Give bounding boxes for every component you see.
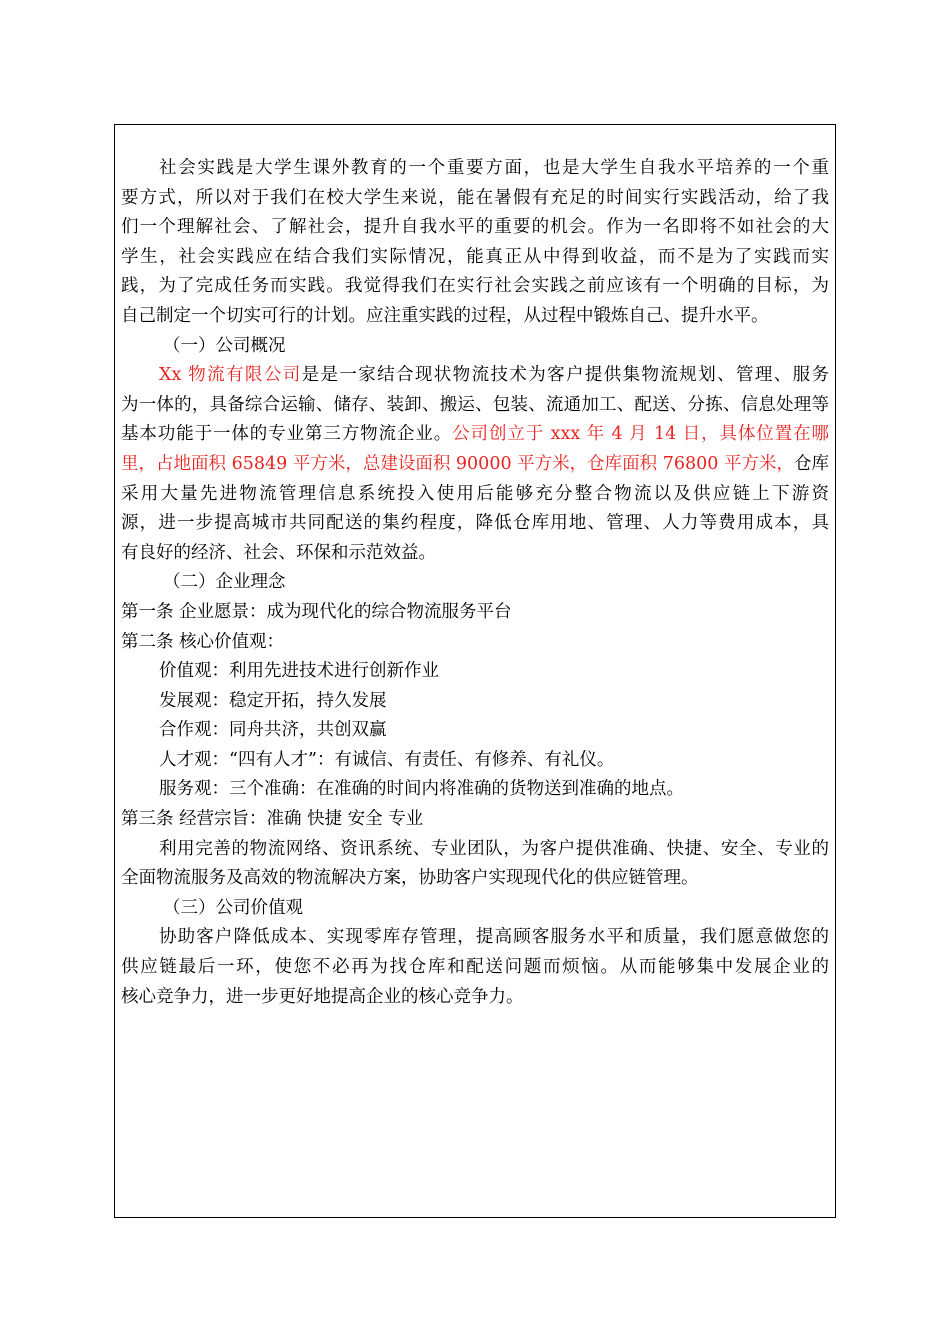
intro-line: 践，为了完成任务而实践。我觉得我们在实行社会实践之前应该有一个明确的目标，为	[121, 276, 829, 297]
company-line	[121, 420, 829, 450]
intro-line: 们一个理解社会、了解社会，提升自我水平的重要的机会。作为一名即将不如社会的大	[121, 217, 829, 238]
company-text: 基本功能于一体的专业第三方物流企业。	[121, 424, 453, 445]
value-item: 服务观：三个准确：在准确的时间内将准确的货物送到准确的地点。	[159, 779, 684, 800]
intro-line: 自己制定一个切实可行的计划。应注重实践的过程，从过程中锻炼自己、提升水平。	[121, 305, 769, 326]
company-line	[121, 450, 829, 480]
company-line: 源，进一步提高城市共同配送的集约程度，降低仓库用地、管理、人力等费用成本，具	[121, 513, 829, 534]
value-item: 人才观：“四有人才”：有诚信、有责任、有修养、有礼仪。	[159, 749, 615, 770]
company-highlight-text: 公司创立于 xxx 年 4 月 14 日，具体位置在哪	[452, 424, 829, 445]
section-heading-company-overview: （一）公司概况	[163, 335, 286, 356]
purpose-line: 利用完善的物流网络、资讯系统、专业团队，为客户提供准确、快捷、安全、专业的	[159, 838, 829, 859]
company-line: 有良好的经济、社会、环保和示范效益。	[121, 542, 436, 563]
section-heading-philosophy: （二）企业理念	[163, 572, 286, 593]
intro-line: 学生，社会实践应在结合我们实际情况，能真正从中得到收益，而不是为了实践而实	[121, 246, 829, 267]
company-line	[121, 361, 829, 391]
article-core-values: 第二条 核心价值观：	[121, 631, 285, 652]
article-vision: 第一条 企业愿景：成为现代化的综合物流服务平台	[121, 601, 512, 622]
company-highlight-text: 里，占地面积 65849 平方米，总建设面积 90000 平方米，仓库面积 76800 平方米，	[121, 453, 794, 474]
company-line: 采用大量先进物流管理信息系统投入使用后能够充分整合物流以及供应链上下游资	[121, 483, 829, 504]
intro-line: 社会实践是大学生课外教育的一个重要方面，也是大学生自我水平培养的一个重	[159, 158, 829, 178]
value-item: 发展观：稳定开拓，持久发展	[159, 690, 387, 711]
company-line: 为一体的，具备综合运输、储存、装卸、搬运、包装、流通加工、配送、分拣、信息处理等	[121, 394, 829, 415]
article-purpose: 第三条 经营宗旨：准确 快捷 安全 专业	[121, 809, 424, 830]
company-text: 是是一家结合现状物流技术为客户提供集物流规划、管理、服务	[301, 365, 829, 386]
purpose-line: 全面物流服务及高效的物流解决方案，协助客户实现现代化的供应链管理。	[121, 868, 699, 889]
document-body	[121, 154, 829, 1012]
company-name-highlight: Xx 物流有限公司	[159, 365, 302, 386]
intro-line: 要方式，所以对于我们在校大学生来说，能在暑假有充足的时间实行实践活动，给了我	[121, 187, 829, 208]
section-heading-company-values: （三）公司价值观	[163, 897, 303, 918]
values-para-line: 协助客户降低成本、实现零库存管理，提高顾客服务水平和质量，我们愿意做您的	[159, 927, 829, 948]
values-para-line: 核心竞争力，进一步更好地提高企业的核心竞争力。	[121, 986, 524, 1007]
value-item: 合作观：同舟共济，共创双赢	[159, 720, 387, 741]
value-item: 价值观：利用先进技术进行创新作业	[159, 661, 439, 682]
values-para-line: 供应链最后一环，使您不必再为找仓库和配送问题而烦恼。从而能够集中发展企业的	[121, 957, 829, 978]
company-text: 仓库	[794, 453, 829, 474]
